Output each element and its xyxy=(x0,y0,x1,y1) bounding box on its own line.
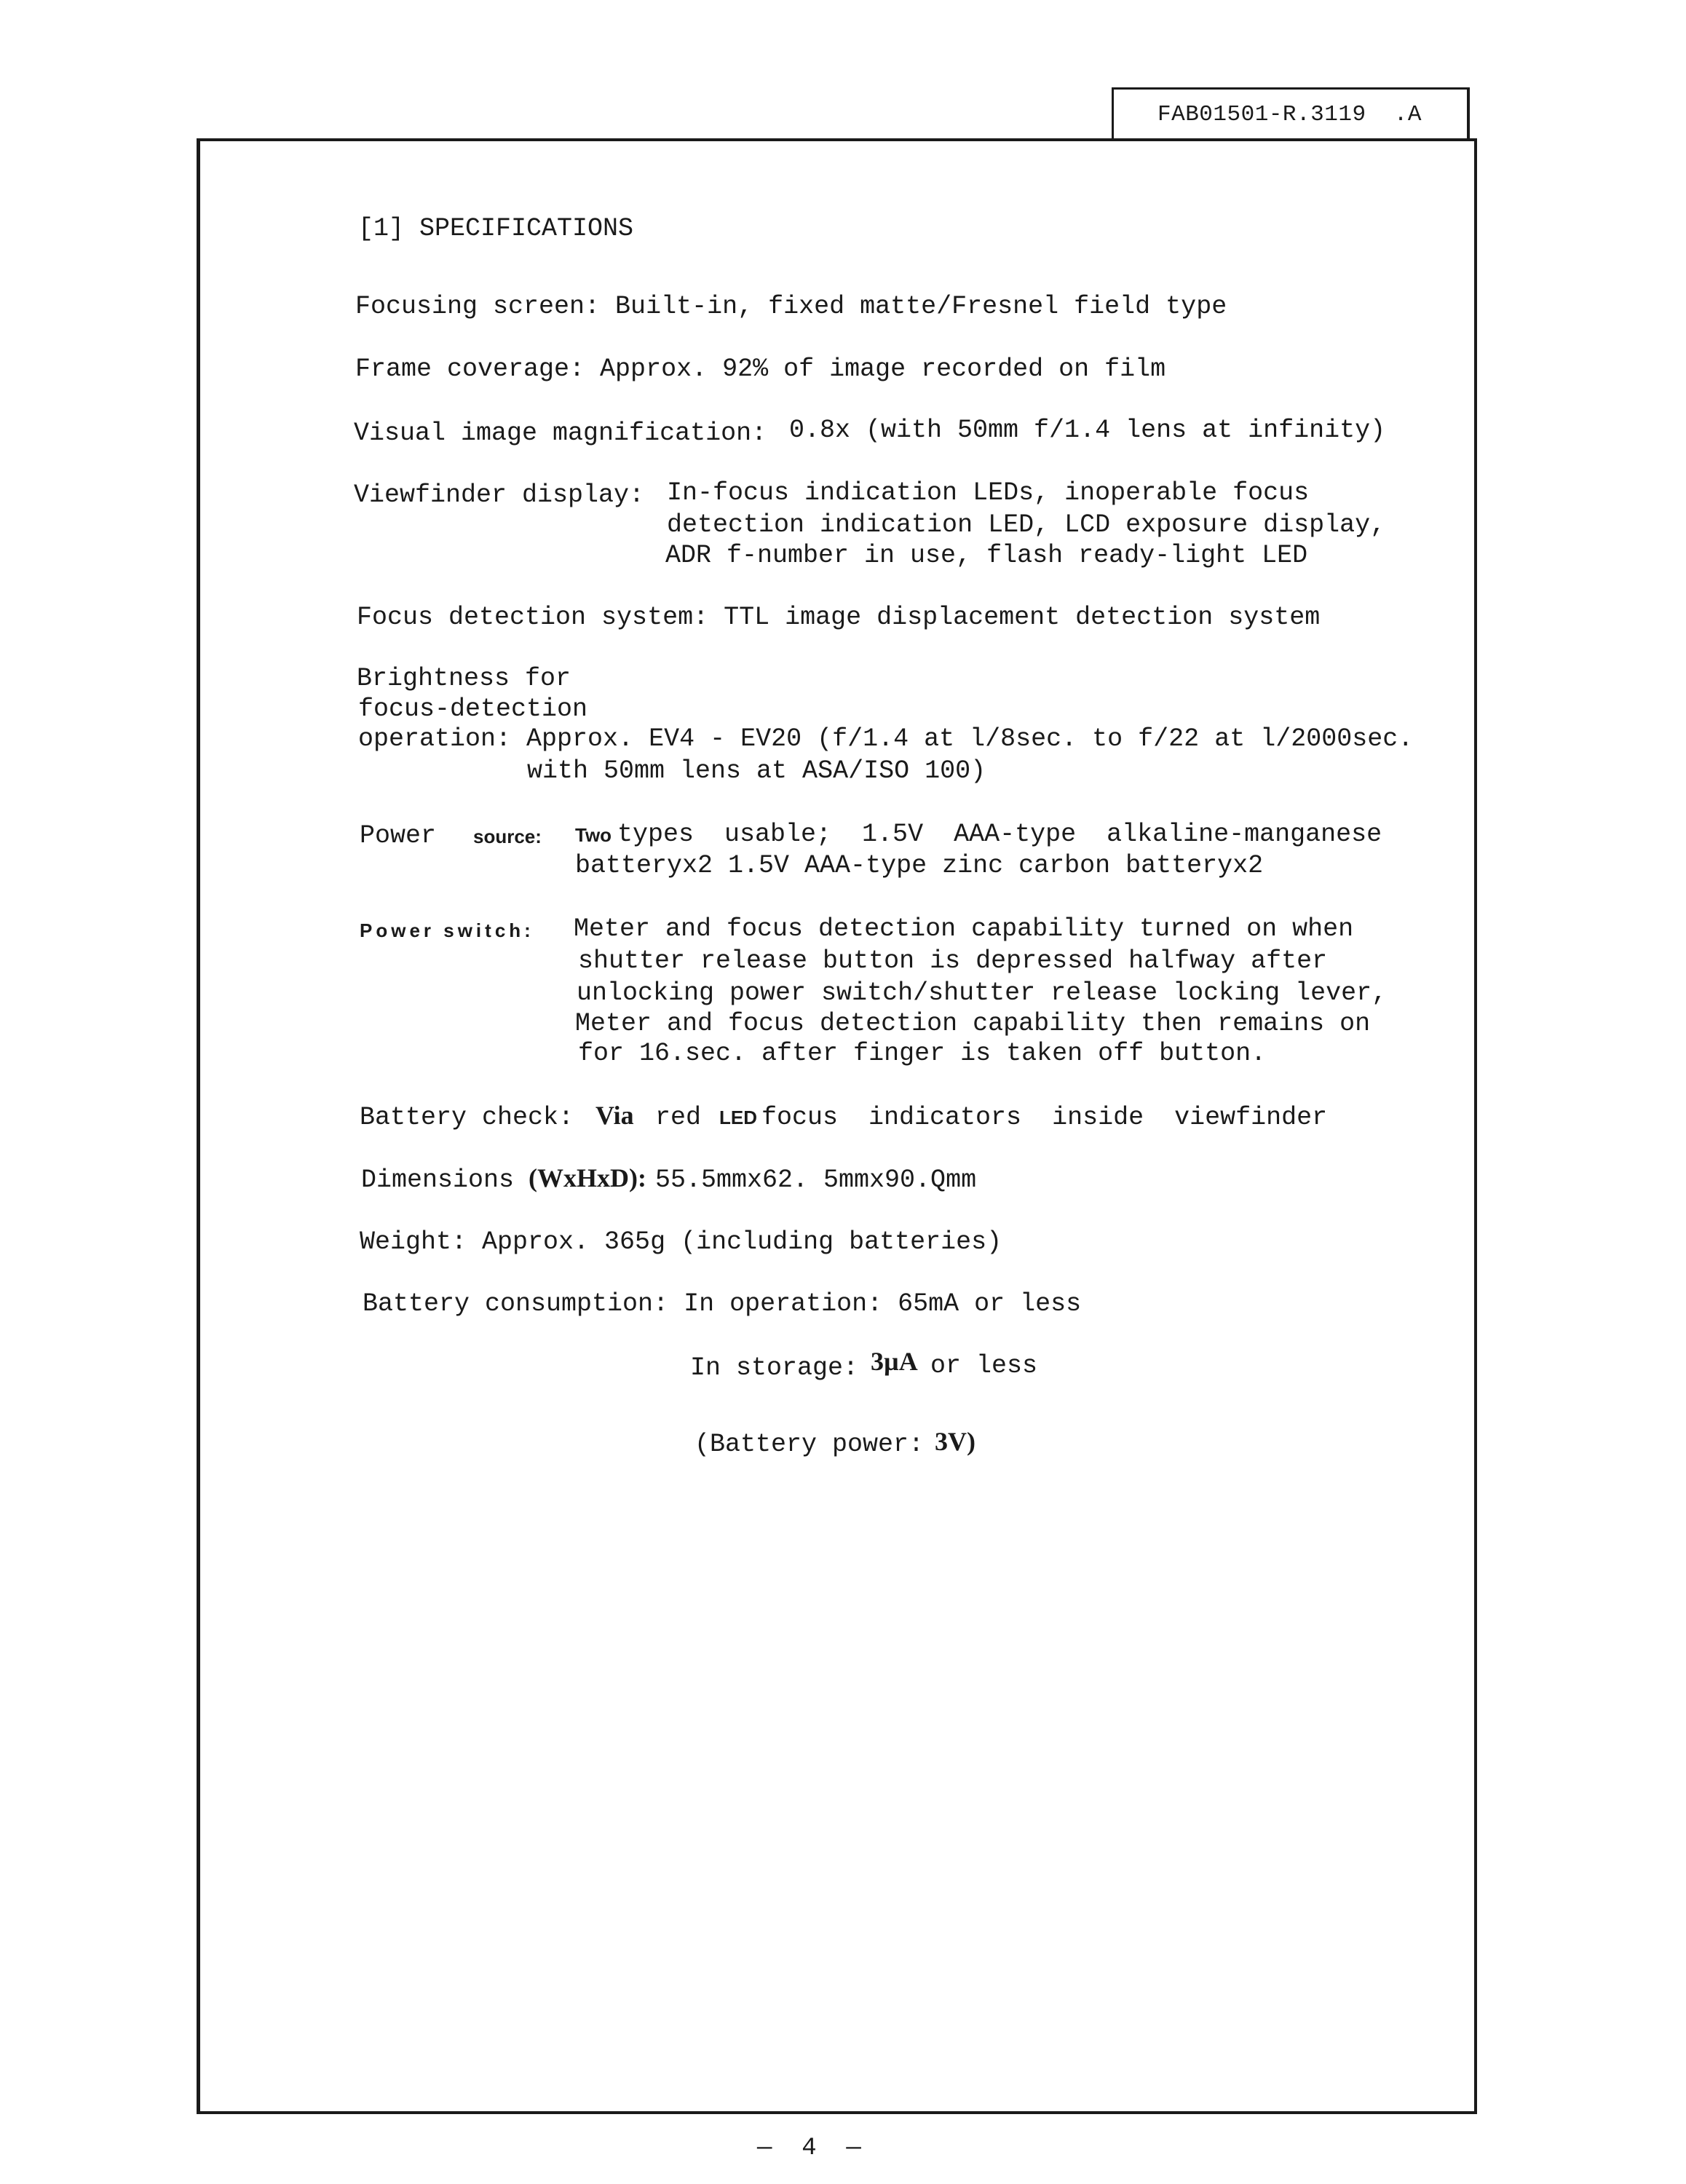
spec-dimensions-label: Dimensions xyxy=(361,1166,515,1195)
spec-frame-coverage: Frame coverage: Approx. 92% of image recorded on film xyxy=(355,355,1166,384)
spec-magnification-value: 0.8x (with 50mm f/1.4 lens at infinity) xyxy=(789,416,1386,445)
spec-viewfinder-line: ADR f-number in use, flash ready-light LED xyxy=(665,541,1308,570)
spec-battery-check-led: LED xyxy=(719,1107,757,1128)
spec-power-switch-line: for 16.sec. after finger is taken off button. xyxy=(578,1039,1267,1068)
spec-dimensions-whd: (WxHxD): xyxy=(529,1163,646,1192)
spec-battery-check-rest: focus indicators inside viewfinder xyxy=(761,1103,1328,1132)
spec-brightness-line: operation: Approx. EV4 - EV20 (f/1.4 at l/8sec. to f/22 at l/2000sec. xyxy=(358,724,1414,753)
spec-brightness-line: Brightness for xyxy=(357,664,571,693)
section-title: [1] SPECIFICATIONS xyxy=(358,214,634,243)
spec-brightness-line: with 50mm lens at ASA/ISO 100) xyxy=(527,756,986,786)
spec-brightness-line: focus-detection xyxy=(358,695,588,724)
spec-power-source-label-word: source: xyxy=(473,826,542,847)
spec-storage-value: 3µA xyxy=(871,1347,918,1376)
spec-storage-rest: or less xyxy=(930,1351,1038,1380)
spec-power-switch-label: Power switch: xyxy=(360,919,534,941)
spec-consumption: Battery consumption: In operation: 65mA or less xyxy=(363,1289,1082,1318)
spec-battery-power-label: (Battery power: xyxy=(694,1430,925,1459)
spec-power-source-two: Two xyxy=(575,824,612,846)
spec-viewfinder-line: In-focus indication LEDs, inoperable focus xyxy=(667,478,1310,507)
spec-battery-check-via: Via xyxy=(595,1101,634,1130)
spec-focusing-screen: Focusing screen: Built-in, fixed matte/Fresnel field type xyxy=(355,292,1227,321)
spec-power-source-line: types usable; 1.5V AAA-type alkaline-manganese xyxy=(617,820,1382,849)
document-code: FAB01501-R.3119 .A xyxy=(1157,102,1422,127)
spec-battery-check-red: red xyxy=(655,1103,702,1132)
spec-power-switch-line: unlocking power switch/shutter release locking lever, xyxy=(577,978,1388,1008)
spec-storage-label: In storage: xyxy=(690,1353,859,1382)
spec-power-switch-line: Meter and focus detection capability then remains on xyxy=(575,1009,1371,1038)
spec-battery-power-value: 3V) xyxy=(935,1427,975,1456)
spec-viewfinder-label: Viewfinder display: xyxy=(354,480,645,510)
spec-weight: Weight: Approx. 365g (including batteries) xyxy=(360,1227,1002,1257)
spec-viewfinder-line: detection indication LED, LCD exposure display, xyxy=(667,510,1386,539)
spec-power-source-label: Power xyxy=(360,821,437,850)
spec-battery-check-label: Battery check: xyxy=(360,1103,574,1132)
page-number: — 4 — xyxy=(757,2134,861,2162)
spec-focus-detection: Focus detection system: TTL image displacement detection system xyxy=(357,603,1321,632)
spec-dimensions-value: 55.5mmx62. 5mmx90.Qmm xyxy=(655,1166,977,1195)
spec-power-source-line: batteryx2 1.5V AAA-type zinc carbon batteryx2 xyxy=(575,851,1264,880)
spec-magnification-label: Visual image magnification: xyxy=(354,419,767,448)
spec-power-switch-line: shutter release button is depressed halfway after xyxy=(578,946,1328,976)
spec-power-switch-line: Meter and focus detection capability turned on when xyxy=(574,914,1354,943)
